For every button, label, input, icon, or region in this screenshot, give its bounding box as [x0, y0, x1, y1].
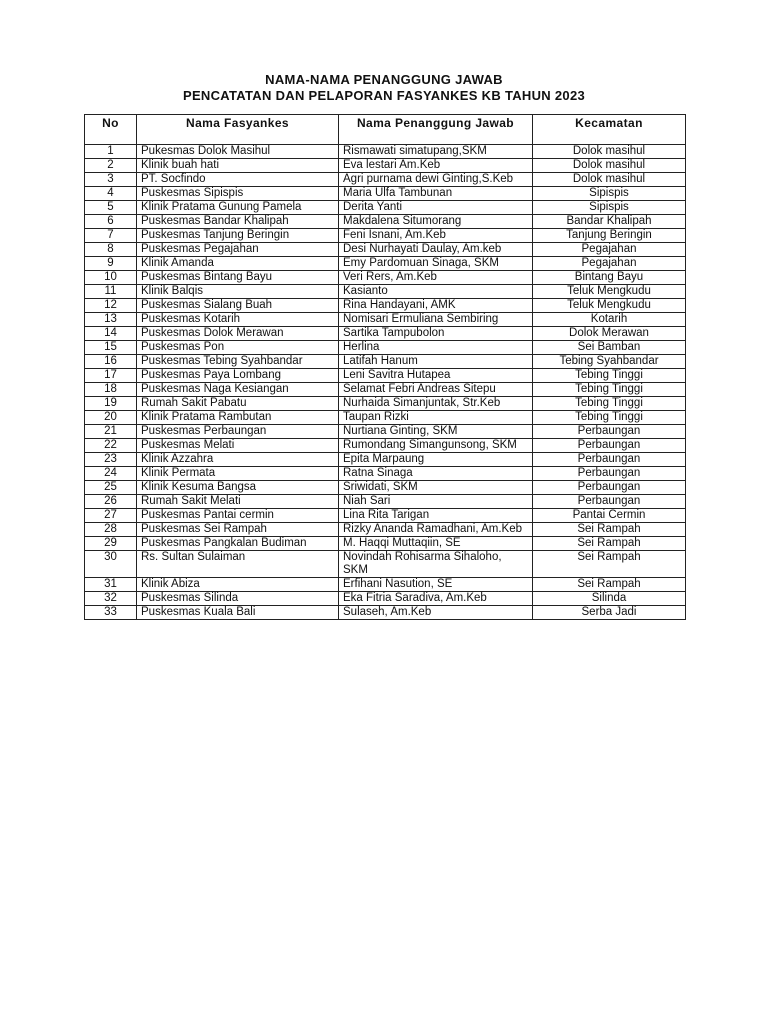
- header-kecamatan: Kecamatan: [533, 115, 686, 145]
- facility-name-cell: Puskesmas Bintang Bayu: [137, 271, 339, 285]
- table-row: [85, 355, 686, 369]
- table-row: [85, 551, 686, 578]
- table-row: [85, 578, 686, 592]
- table-row: [85, 341, 686, 355]
- district-cell: Pegajahan: [533, 257, 686, 271]
- district-cell: Dolok Merawan: [533, 327, 686, 341]
- district-cell: Kotarih: [533, 313, 686, 327]
- responsible-person-cell: Eva lestari Am.Keb: [339, 159, 533, 173]
- table-row: [85, 509, 686, 523]
- responsible-person-cell: Nomisari Ermuliana Sembiring: [339, 313, 533, 327]
- row-number-cell: 22: [85, 439, 137, 453]
- row-number-cell: 8: [85, 243, 137, 257]
- facility-name-cell: Puskesmas Sialang Buah: [137, 299, 339, 313]
- row-number-cell: 16: [85, 355, 137, 369]
- row-number-cell: 6: [85, 215, 137, 229]
- table-row: [85, 257, 686, 271]
- row-number-cell: 3: [85, 173, 137, 187]
- district-cell: Sei Rampah: [533, 523, 686, 537]
- district-cell: Pegajahan: [533, 243, 686, 257]
- district-cell: Pantai Cermin: [533, 509, 686, 523]
- table-row: [85, 271, 686, 285]
- facility-name-cell: Puskesmas Pegajahan: [137, 243, 339, 257]
- facility-name-cell: Klinik Permata: [137, 467, 339, 481]
- table-row: [85, 425, 686, 439]
- responsible-person-cell: Ratna Sinaga: [339, 467, 533, 481]
- row-number-cell: 27: [85, 509, 137, 523]
- district-cell: Sei Bamban: [533, 341, 686, 355]
- responsible-person-cell: Lina Rita Tarigan: [339, 509, 533, 523]
- header-no: No: [85, 115, 137, 145]
- responsible-person-cell: M. Haqqi Muttaqiin, SE: [339, 537, 533, 551]
- row-number-cell: 13: [85, 313, 137, 327]
- facility-name-cell: Puskesmas Kotarih: [137, 313, 339, 327]
- row-number-cell: 18: [85, 383, 137, 397]
- facility-name-cell: Puskesmas Sei Rampah: [137, 523, 339, 537]
- facility-name-cell: Puskesmas Tebing Syahbandar: [137, 355, 339, 369]
- district-cell: Perbaungan: [533, 425, 686, 439]
- district-cell: Serba Jadi: [533, 606, 686, 620]
- facility-name-cell: Klinik Balqis: [137, 285, 339, 299]
- row-number-cell: 17: [85, 369, 137, 383]
- district-cell: Sipispis: [533, 187, 686, 201]
- responsible-person-cell: Leni Savitra Hutapea: [339, 369, 533, 383]
- table-row: [85, 369, 686, 383]
- table-header-row: [85, 115, 686, 145]
- responsible-person-cell: Erfihani Nasution, SE: [339, 578, 533, 592]
- facility-name-cell: Rumah Sakit Pabatu: [137, 397, 339, 411]
- district-cell: Tebing Tinggi: [533, 397, 686, 411]
- facility-name-cell: Klinik buah hati: [137, 159, 339, 173]
- row-number-cell: 23: [85, 453, 137, 467]
- row-number-cell: 5: [85, 201, 137, 215]
- facility-name-cell: Puskesmas Dolok Merawan: [137, 327, 339, 341]
- responsible-person-cell: Sriwidati, SKM: [339, 481, 533, 495]
- document-subtitle: PENCATATAN DAN PELAPORAN FASYANKES KB TAHUN 2023: [182, 88, 586, 103]
- row-number-cell: 10: [85, 271, 137, 285]
- responsible-person-cell: Kasianto: [339, 285, 533, 299]
- district-cell: Tebing Tinggi: [533, 411, 686, 425]
- table-row: [85, 481, 686, 495]
- facility-name-cell: Puskesmas Tanjung Beringin: [137, 229, 339, 243]
- responsible-person-cell: Emy Pardomuan Sinaga, SKM: [339, 257, 533, 271]
- row-number-cell: 25: [85, 481, 137, 495]
- row-number-cell: 24: [85, 467, 137, 481]
- district-cell: Dolok masihul: [533, 159, 686, 173]
- district-cell: Tanjung Beringin: [533, 229, 686, 243]
- facility-name-cell: Rumah Sakit Melati: [137, 495, 339, 509]
- row-number-cell: 15: [85, 341, 137, 355]
- facility-name-cell: Puskesmas Silinda: [137, 592, 339, 606]
- responsible-person-cell: Sulaseh, Am.Keb: [339, 606, 533, 620]
- row-number-cell: 9: [85, 257, 137, 271]
- responsible-person-cell: Novindah Rohisarma Sihaloho, SKM: [339, 551, 533, 578]
- district-cell: Perbaungan: [533, 467, 686, 481]
- responsible-person-cell: Veri Rers, Am.Keb: [339, 271, 533, 285]
- facility-name-cell: Klinik Abiza: [137, 578, 339, 592]
- table-row: [85, 215, 686, 229]
- table-row: [85, 606, 686, 620]
- table-row: [85, 243, 686, 257]
- responsible-person-cell: Selamat Febri Andreas Sitepu: [339, 383, 533, 397]
- district-cell: Tebing Syahbandar: [533, 355, 686, 369]
- facility-name-cell: Klinik Pratama Rambutan: [137, 411, 339, 425]
- facility-name-cell: Klinik Amanda: [137, 257, 339, 271]
- table-row: [85, 159, 686, 173]
- table-row: [85, 173, 686, 187]
- facility-name-cell: PT. Socfindo: [137, 173, 339, 187]
- row-number-cell: 4: [85, 187, 137, 201]
- table-row: [85, 411, 686, 425]
- district-cell: Perbaungan: [533, 481, 686, 495]
- responsible-person-cell: Maria Ulfa Tambunan: [339, 187, 533, 201]
- facility-name-cell: Klinik Kesuma Bangsa: [137, 481, 339, 495]
- table-row: [85, 229, 686, 243]
- responsible-person-cell: Nurtiana Ginting, SKM: [339, 425, 533, 439]
- row-number-cell: 12: [85, 299, 137, 313]
- table-row: [85, 285, 686, 299]
- district-cell: Teluk Mengkudu: [533, 299, 686, 313]
- table-row: [85, 187, 686, 201]
- district-cell: Sipispis: [533, 201, 686, 215]
- table-row: [85, 383, 686, 397]
- row-number-cell: 30: [85, 551, 137, 578]
- district-cell: Sei Rampah: [533, 537, 686, 551]
- table-row: [85, 145, 686, 159]
- row-number-cell: 29: [85, 537, 137, 551]
- table-row: [85, 327, 686, 341]
- facility-name-cell: Puskesmas Pantai cermin: [137, 509, 339, 523]
- table-row: [85, 299, 686, 313]
- responsible-person-cell: Rismawati simatupang,SKM: [339, 145, 533, 159]
- header-nama-fasyankes: Nama Fasyankes: [137, 115, 339, 145]
- row-number-cell: 2: [85, 159, 137, 173]
- row-number-cell: 26: [85, 495, 137, 509]
- facility-name-cell: Puskesmas Pangkalan Budiman: [137, 537, 339, 551]
- table-row: [85, 397, 686, 411]
- responsible-person-cell: Taupan Rizki: [339, 411, 533, 425]
- responsible-person-cell: Epita Marpaung: [339, 453, 533, 467]
- responsible-person-cell: Sartika Tampubolon: [339, 327, 533, 341]
- row-number-cell: 11: [85, 285, 137, 299]
- fasyankes-table: [84, 114, 686, 620]
- row-number-cell: 20: [85, 411, 137, 425]
- district-cell: Sei Rampah: [533, 551, 686, 578]
- responsible-person-cell: Rumondang Simangunsong, SKM: [339, 439, 533, 453]
- row-number-cell: 19: [85, 397, 137, 411]
- facility-name-cell: Puskesmas Pon: [137, 341, 339, 355]
- document-title: NAMA-NAMA PENANGGUNG JAWAB: [265, 72, 503, 87]
- facility-name-cell: Puskesmas Melati: [137, 439, 339, 453]
- row-number-cell: 21: [85, 425, 137, 439]
- responsible-person-cell: Latifah Hanum: [339, 355, 533, 369]
- row-number-cell: 7: [85, 229, 137, 243]
- district-cell: Dolok masihul: [533, 145, 686, 159]
- table-body: [85, 145, 686, 620]
- responsible-person-cell: Nurhaida Simanjuntak, Str.Keb: [339, 397, 533, 411]
- facility-name-cell: Puskesmas Naga Kesiangan: [137, 383, 339, 397]
- facility-name-cell: Puskesmas Sipispis: [137, 187, 339, 201]
- facility-name-cell: Puskesmas Perbaungan: [137, 425, 339, 439]
- responsible-person-cell: Niah Sari: [339, 495, 533, 509]
- table-row: [85, 467, 686, 481]
- responsible-person-cell: Herlina: [339, 341, 533, 355]
- responsible-person-cell: Rizky Ananda Ramadhani, Am.Keb: [339, 523, 533, 537]
- district-cell: Tebing Tinggi: [533, 383, 686, 397]
- table-row: [85, 313, 686, 327]
- row-number-cell: 32: [85, 592, 137, 606]
- district-cell: Perbaungan: [533, 453, 686, 467]
- row-number-cell: 33: [85, 606, 137, 620]
- district-cell: Tebing Tinggi: [533, 369, 686, 383]
- district-cell: Teluk Mengkudu: [533, 285, 686, 299]
- responsible-person-cell: Desi Nurhayati Daulay, Am.keb: [339, 243, 533, 257]
- district-cell: Perbaungan: [533, 495, 686, 509]
- facility-name-cell: Puskesmas Paya Lombang: [137, 369, 339, 383]
- district-cell: Bintang Bayu: [533, 271, 686, 285]
- facility-name-cell: Puskesmas Kuala Bali: [137, 606, 339, 620]
- table-row: [85, 453, 686, 467]
- facility-name-cell: Puskesmas Bandar Khalipah: [137, 215, 339, 229]
- row-number-cell: 1: [85, 145, 137, 159]
- responsible-person-cell: Derita Yanti: [339, 201, 533, 215]
- responsible-person-cell: Agri purnama dewi Ginting,S.Keb: [339, 173, 533, 187]
- district-cell: Dolok masihul: [533, 173, 686, 187]
- district-cell: Bandar Khalipah: [533, 215, 686, 229]
- responsible-person-cell: Rina Handayani, AMK: [339, 299, 533, 313]
- district-cell: Silinda: [533, 592, 686, 606]
- table-row: [85, 537, 686, 551]
- table-row: [85, 495, 686, 509]
- row-number-cell: 31: [85, 578, 137, 592]
- responsible-person-cell: Eka Fitria Saradiva, Am.Keb: [339, 592, 533, 606]
- district-cell: Sei Rampah: [533, 578, 686, 592]
- facility-name-cell: Klinik Azzahra: [137, 453, 339, 467]
- facility-name-cell: Rs. Sultan Sulaiman: [137, 551, 339, 578]
- row-number-cell: 28: [85, 523, 137, 537]
- responsible-person-cell: Feni Isnani, Am.Keb: [339, 229, 533, 243]
- table-row: [85, 523, 686, 537]
- facility-name-cell: Pukesmas Dolok Masihul: [137, 145, 339, 159]
- table-row: [85, 439, 686, 453]
- facility-name-cell: Klinik Pratama Gunung Pamela: [137, 201, 339, 215]
- table-row: [85, 592, 686, 606]
- header-nama-penanggung-jawab: Nama Penanggung Jawab: [339, 115, 533, 145]
- table-row: [85, 201, 686, 215]
- row-number-cell: 14: [85, 327, 137, 341]
- district-cell: Perbaungan: [533, 439, 686, 453]
- responsible-person-cell: Makdalena Situmorang: [339, 215, 533, 229]
